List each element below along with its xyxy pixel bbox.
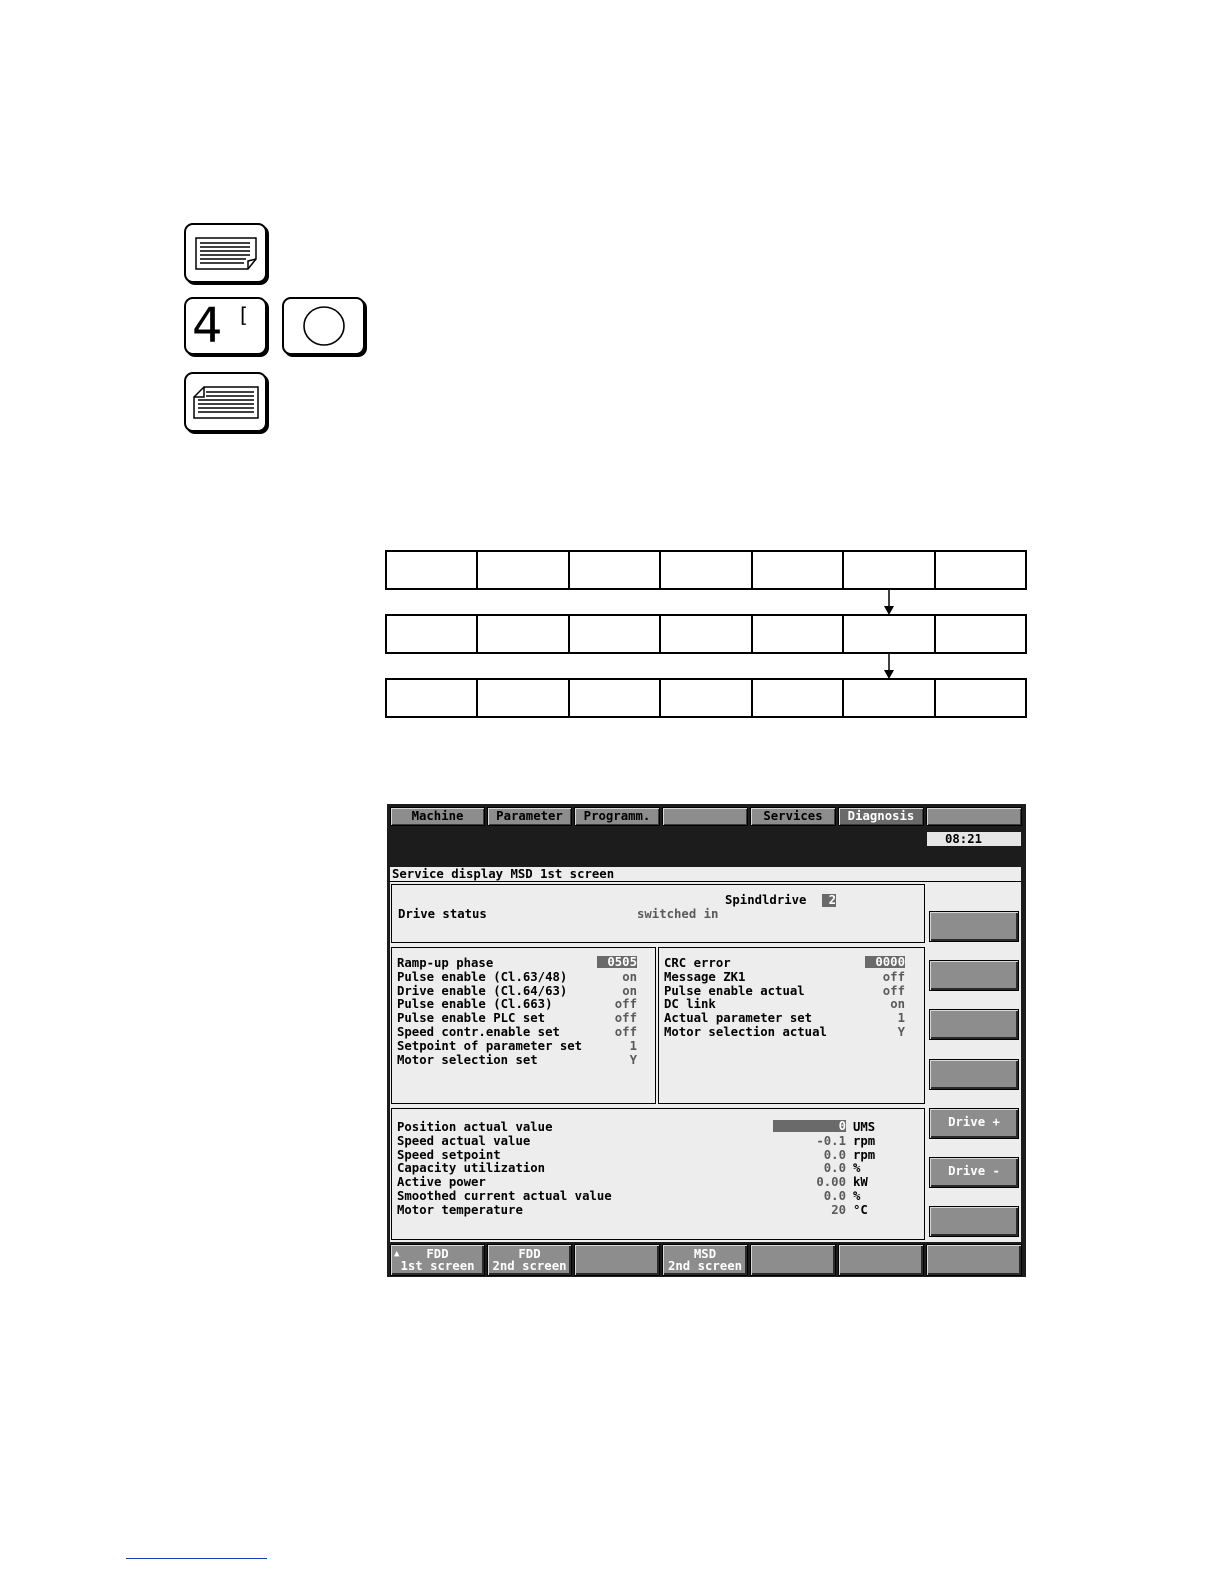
signal-value: off — [882, 983, 905, 998]
circle-icon — [284, 299, 367, 357]
signal-unit: rpm — [853, 1147, 876, 1162]
softkey-cell — [936, 616, 1025, 652]
tab-blank-right[interactable] — [926, 807, 1022, 826]
signal-label: DC link — [664, 997, 716, 1012]
signal-label: Smoothed current actual value — [397, 1189, 612, 1203]
vertical-softkey-2[interactable] — [929, 960, 1019, 991]
signal-label: Motor selection actual — [664, 1025, 827, 1039]
softkey-line2: 2nd screen — [667, 1259, 743, 1273]
signal-label: Capacity utilization — [397, 1161, 546, 1176]
signal-label: Message ZK1 — [664, 969, 746, 984]
vertical-softkey-4[interactable] — [929, 1059, 1019, 1090]
menu-select-key[interactable] — [184, 372, 267, 432]
vertical-softkey-7[interactable] — [929, 1206, 1019, 1237]
softkey-row-3 — [385, 678, 1027, 718]
softkey-cell — [753, 680, 844, 716]
softkey-row-1 — [385, 550, 1027, 590]
signal-value: 0.0 — [823, 1161, 846, 1176]
signal-label: Motor temperature — [397, 1202, 523, 1217]
signal-label: Ramp-up phase — [397, 956, 494, 970]
signal-value: 0505 — [597, 956, 637, 968]
tab-programm[interactable]: Programm. — [574, 807, 660, 826]
bottom-softkey-3[interactable] — [574, 1244, 660, 1276]
signal-label: Pulse enable PLC set — [397, 1011, 546, 1026]
softkey-cell — [387, 552, 478, 588]
signal-label: Speed setpoint — [397, 1147, 501, 1162]
bottom-softkey-5[interactable] — [750, 1244, 836, 1276]
signal-label: Active power — [397, 1175, 486, 1190]
key-circle[interactable] — [282, 297, 365, 355]
vertical-softkey-3[interactable] — [929, 1009, 1019, 1040]
recall-mark-icon: ▲ — [394, 1249, 400, 1259]
softkey-cell — [661, 680, 752, 716]
signal-unit: UMS — [853, 1120, 876, 1134]
footer-link-underline — [126, 1558, 267, 1559]
service-display-screen — [387, 804, 1026, 1277]
softkey-cell — [844, 616, 935, 652]
signal-unit: % — [853, 1161, 861, 1176]
drive-plus-button[interactable]: Drive + — [929, 1108, 1019, 1139]
signal-label: Position actual value — [397, 1120, 553, 1134]
softkey-cell — [753, 616, 844, 652]
signal-label: Speed contr.enable set — [397, 1025, 560, 1039]
softkey-line2: 1st screen — [400, 1259, 475, 1273]
signal-unit: rpm — [853, 1133, 876, 1148]
softkey-cell — [936, 680, 1025, 716]
tab-diagnosis[interactable]: Diagnosis — [838, 807, 924, 826]
signal-value: off — [614, 1025, 637, 1039]
softkey-cell — [478, 552, 569, 588]
signal-value: 0.0 — [823, 1147, 846, 1162]
key-4-bracket: [ — [240, 303, 248, 327]
softkey-cell — [387, 680, 478, 716]
signal-label: Speed actual value — [397, 1133, 531, 1148]
signal-value: 1 — [897, 1011, 905, 1026]
softkey-cell — [570, 616, 661, 652]
bottom-softkey-7[interactable] — [926, 1244, 1022, 1276]
signal-value: on — [622, 969, 637, 984]
softkey-cell — [753, 552, 844, 588]
spindle-label: Spindldrive — [725, 893, 807, 907]
tab-blank[interactable] — [662, 807, 748, 826]
drive-status-box — [391, 884, 925, 943]
signal-label: Drive enable (Cl.64/63) — [397, 983, 568, 998]
signal-value: on — [890, 997, 905, 1012]
softkey-cell — [661, 616, 752, 652]
signal-value: Y — [897, 1025, 905, 1039]
softkey-row-2 — [385, 614, 1027, 654]
bottom-softkey-6[interactable] — [838, 1244, 924, 1276]
signal-unit: °C — [853, 1202, 868, 1217]
signal-value: off — [614, 997, 637, 1012]
softkey-cell — [661, 552, 752, 588]
softkey-cell — [387, 616, 478, 652]
softkey-line1: FDD — [426, 1247, 449, 1261]
message-line — [390, 831, 923, 864]
signal-value: 0.0 — [823, 1189, 846, 1203]
softkey-cell — [478, 680, 569, 716]
vertical-softkey-1[interactable] — [929, 911, 1019, 942]
spindle-number[interactable]: 2 — [822, 894, 836, 907]
softkey-cell — [936, 552, 1025, 588]
msd-2nd-screen-button[interactable] — [662, 1244, 748, 1276]
signal-value: Y — [629, 1052, 637, 1067]
softkey-line1: MSD — [693, 1247, 717, 1261]
tab-machine[interactable]: Machine — [390, 807, 485, 826]
signal-unit: % — [853, 1189, 861, 1203]
document-icon — [186, 225, 269, 285]
signal-value: 1 — [629, 1038, 637, 1053]
fdd-1st-screen-button[interactable] — [390, 1244, 485, 1276]
key-4[interactable] — [184, 297, 267, 355]
softkey-cell — [570, 680, 661, 716]
softkey-cell — [844, 552, 935, 588]
tab-parameter[interactable]: Parameter — [487, 807, 572, 826]
softkey-line1: FDD — [518, 1247, 541, 1261]
drive-status-label: Drive status — [398, 907, 487, 921]
signal-value: on — [622, 983, 637, 998]
signal-value: 0.00 — [816, 1175, 846, 1190]
drive-status-value: switched in — [637, 907, 719, 921]
signal-label: Setpoint of parameter set — [397, 1038, 583, 1053]
signal-label: CRC error — [664, 956, 731, 970]
signal-label: Pulse enable (Cl.63/48) — [397, 969, 568, 984]
signal-value: -0.1 — [816, 1133, 846, 1148]
tab-services[interactable]: Services — [750, 807, 836, 826]
fdd-2nd-screen-button[interactable] — [487, 1244, 572, 1276]
signal-value: off — [882, 969, 905, 984]
softkey-line2: 2nd screen — [492, 1259, 567, 1273]
clock: 08:21 — [927, 832, 1021, 846]
page-title: Service display MSD 1st screen — [390, 867, 1021, 882]
signal-value: 20 — [831, 1202, 846, 1217]
drive-minus-button[interactable]: Drive - — [929, 1157, 1019, 1188]
signal-value: off — [614, 1011, 637, 1026]
document-folded-icon — [186, 374, 269, 434]
arrow-down-icon — [882, 590, 896, 616]
signal-label: Actual parameter set — [664, 1011, 813, 1026]
signal-label: Pulse enable (Cl.663) — [397, 997, 553, 1012]
key-4-label: 4 — [192, 298, 223, 354]
softkey-cell — [844, 680, 935, 716]
area-switch-key[interactable] — [184, 223, 267, 283]
signal-label: Motor selection set — [397, 1052, 538, 1067]
signal-value: 0000 — [865, 956, 905, 968]
softkey-cell — [478, 616, 569, 652]
softkey-cell — [570, 552, 661, 588]
signal-unit: kW — [853, 1175, 868, 1190]
signal-value: 0 — [773, 1120, 846, 1132]
signal-label: Pulse enable actual — [664, 983, 805, 998]
arrow-down-icon — [882, 654, 896, 680]
